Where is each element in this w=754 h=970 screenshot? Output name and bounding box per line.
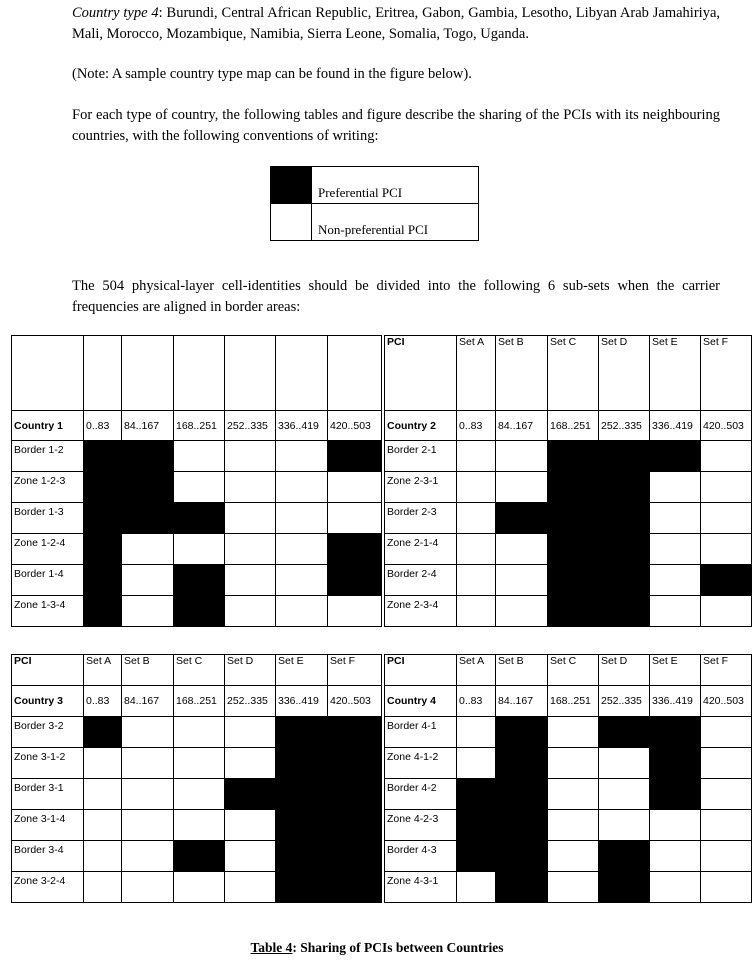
row-label-cell: Border 3-2 bbox=[12, 717, 84, 748]
non-preferential-pci-cell bbox=[650, 472, 701, 503]
non-preferential-pci-cell bbox=[650, 565, 701, 596]
non-preferential-pci-cell bbox=[650, 841, 701, 872]
range-header-cell: 0..83 bbox=[84, 411, 122, 441]
row-label-cell: Border 4-2 bbox=[385, 779, 457, 810]
preferential-pci-cell bbox=[599, 596, 650, 627]
set-header-cell: Set E bbox=[650, 655, 701, 686]
non-preferential-pci-cell bbox=[225, 534, 276, 565]
table-row bbox=[385, 472, 752, 503]
non-preferential-pci-cell bbox=[276, 565, 328, 596]
non-preferential-pci-cell bbox=[457, 872, 496, 903]
range-header-cell: 84..167 bbox=[496, 686, 548, 717]
non-preferential-pci-cell bbox=[650, 810, 701, 841]
table-row bbox=[12, 534, 382, 565]
non-preferential-pci-cell bbox=[548, 717, 599, 748]
country-header-cell: Country 1 bbox=[12, 411, 84, 441]
preferential-pci-cell bbox=[548, 534, 599, 565]
set-header-cell: Set D bbox=[225, 655, 276, 686]
preferential-pci-cell bbox=[457, 810, 496, 841]
non-preferential-pci-cell bbox=[174, 534, 225, 565]
preferential-label: Preferential PCI bbox=[312, 167, 479, 204]
table-row bbox=[12, 441, 382, 472]
preferential-pci-cell bbox=[650, 441, 701, 472]
preferential-pci-cell bbox=[276, 810, 328, 841]
country-type-4-paragraph bbox=[72, 3, 720, 45]
preferential-pci-cell bbox=[84, 534, 122, 565]
non-preferential-pci-cell bbox=[599, 810, 650, 841]
set-header-cell: Set B bbox=[122, 655, 174, 686]
non-preferential-pci-cell bbox=[225, 717, 276, 748]
non-preferential-pci-cell bbox=[701, 717, 752, 748]
preferential-pci-cell bbox=[84, 717, 122, 748]
set-header-cell: Set A bbox=[457, 336, 496, 411]
preferential-pci-cell bbox=[225, 779, 276, 810]
range-header-cell: 420..503 bbox=[701, 686, 752, 717]
non-preferential-pci-cell bbox=[457, 565, 496, 596]
preferential-pci-cell bbox=[496, 748, 548, 779]
non-preferential-pci-cell bbox=[225, 872, 276, 903]
set-header-cell: Set B bbox=[496, 336, 548, 411]
table-row bbox=[385, 596, 752, 627]
sharing-paragraph: For each type of country, the following tables and figure describe the sharing of the PCIs with its neighbouring countries, with the following conventions of writing: bbox=[72, 107, 720, 144]
preferential-pci-cell bbox=[650, 748, 701, 779]
preferential-pci-cell bbox=[84, 472, 122, 503]
preferential-pci-cell bbox=[328, 748, 382, 779]
preferential-pci-cell bbox=[548, 503, 599, 534]
preferential-pci-cell bbox=[701, 565, 752, 596]
non-preferential-pci-cell bbox=[701, 534, 752, 565]
preferential-pci-cell bbox=[496, 810, 548, 841]
non-preferential-pci-cell bbox=[84, 872, 122, 903]
row-label-cell: Zone 4-2-3 bbox=[385, 810, 457, 841]
preferential-pci-cell bbox=[328, 534, 382, 565]
non-preferential-pci-cell bbox=[174, 872, 225, 903]
set-header-cell: Set E bbox=[650, 336, 701, 411]
range-header-cell: 336..419 bbox=[276, 411, 328, 441]
non-preferential-label: Non-preferential PCI bbox=[312, 204, 479, 241]
non-preferential-pci-cell bbox=[84, 748, 122, 779]
legend-table bbox=[270, 166, 479, 241]
preferential-pci-cell bbox=[599, 565, 650, 596]
set-header-cell: Set B bbox=[496, 655, 548, 686]
set-header-cell bbox=[276, 336, 328, 411]
range-header-cell: 84..167 bbox=[496, 411, 548, 441]
non-preferential-pci-cell bbox=[225, 441, 276, 472]
preferential-pci-cell bbox=[174, 841, 225, 872]
non-preferential-pci-cell bbox=[122, 534, 174, 565]
row-label-cell: Zone 3-1-4 bbox=[12, 810, 84, 841]
range-header-cell: 84..167 bbox=[122, 686, 174, 717]
row-label-cell: Zone 4-1-2 bbox=[385, 748, 457, 779]
non-preferential-pci-cell bbox=[276, 596, 328, 627]
table-row bbox=[385, 872, 752, 903]
preferential-pci-cell bbox=[328, 441, 382, 472]
range-header-cell: 0..83 bbox=[457, 686, 496, 717]
non-preferential-pci-cell bbox=[122, 779, 174, 810]
row-label-cell: Border 4-1 bbox=[385, 717, 457, 748]
preferential-pci-cell bbox=[174, 596, 225, 627]
row-label-cell: Zone 2-3-4 bbox=[385, 596, 457, 627]
non-preferential-pci-cell bbox=[328, 472, 382, 503]
preferential-pci-cell bbox=[328, 779, 382, 810]
preferential-pci-cell bbox=[599, 441, 650, 472]
set-header-cell: Set A bbox=[457, 655, 496, 686]
non-preferential-pci-cell bbox=[701, 503, 752, 534]
row-label-cell: Border 4-3 bbox=[385, 841, 457, 872]
non-preferential-pci-cell bbox=[225, 596, 276, 627]
row-label-cell: Border 2-3 bbox=[385, 503, 457, 534]
caption-prefix: Table 4 bbox=[250, 940, 293, 955]
non-preferential-pci-cell bbox=[650, 872, 701, 903]
range-header-cell: 252..335 bbox=[225, 411, 276, 441]
preferential-pci-cell bbox=[276, 717, 328, 748]
pci-header-cell: PCI bbox=[385, 336, 457, 411]
non-preferential-pci-cell bbox=[84, 810, 122, 841]
row-label-cell: Border 3-4 bbox=[12, 841, 84, 872]
table-row bbox=[12, 503, 382, 534]
table-row bbox=[385, 810, 752, 841]
non-preferential-pci-cell bbox=[548, 841, 599, 872]
preferential-pci-cell bbox=[599, 872, 650, 903]
non-preferential-pci-cell bbox=[225, 503, 276, 534]
row-label-cell: Zone 4-3-1 bbox=[385, 872, 457, 903]
preferential-swatch bbox=[271, 167, 312, 204]
non-preferential-pci-cell bbox=[548, 872, 599, 903]
table-row bbox=[12, 596, 382, 627]
preferential-pci-cell bbox=[122, 503, 174, 534]
preferential-pci-cell bbox=[84, 441, 122, 472]
non-preferential-pci-cell bbox=[650, 534, 701, 565]
set-header-cell bbox=[84, 336, 122, 411]
preferential-pci-cell bbox=[650, 779, 701, 810]
table-row bbox=[385, 748, 752, 779]
row-label-cell: Border 3-1 bbox=[12, 779, 84, 810]
non-preferential-pci-cell bbox=[276, 472, 328, 503]
table-row bbox=[12, 810, 382, 841]
set-header-cell bbox=[225, 336, 276, 411]
non-preferential-pci-cell bbox=[496, 565, 548, 596]
non-preferential-pci-cell bbox=[174, 810, 225, 841]
row-label-cell: Zone 3-2-4 bbox=[12, 872, 84, 903]
preferential-pci-cell bbox=[496, 872, 548, 903]
preferential-pci-cell bbox=[174, 565, 225, 596]
range-header-cell: 84..167 bbox=[122, 411, 174, 441]
country-type-list: : Burundi, Central African Republic, Eritrea, Gabon, Gambia, Lesotho, Libyan Arab Jamahiriya, Mali, Morocco, Mozambique, Namibia, Sierra Leone, Somalia, Togo, Uganda. bbox=[72, 5, 721, 42]
caption-text: : Sharing of PCIs between Countries bbox=[292, 940, 504, 955]
preferential-pci-cell bbox=[496, 841, 548, 872]
non-preferential-pci-cell bbox=[650, 596, 701, 627]
row-label-cell: Zone 1-2-4 bbox=[12, 534, 84, 565]
non-preferential-pci-cell bbox=[328, 596, 382, 627]
non-preferential-pci-cell bbox=[122, 717, 174, 748]
preferential-pci-cell bbox=[457, 779, 496, 810]
non-preferential-pci-cell bbox=[457, 503, 496, 534]
non-preferential-pci-cell bbox=[496, 441, 548, 472]
country-type-label: Country type 4 bbox=[72, 5, 159, 21]
non-preferential-pci-cell bbox=[457, 596, 496, 627]
pci-header-cell bbox=[12, 336, 84, 411]
non-preferential-pci-cell bbox=[701, 779, 752, 810]
table-row bbox=[385, 441, 752, 472]
preferential-pci-cell bbox=[276, 872, 328, 903]
non-preferential-pci-cell bbox=[457, 472, 496, 503]
preferential-pci-cell bbox=[457, 841, 496, 872]
non-preferential-pci-cell bbox=[225, 472, 276, 503]
preferential-pci-cell bbox=[496, 503, 548, 534]
set-header-cell: Set F bbox=[701, 655, 752, 686]
set-header-cell: Set E bbox=[276, 655, 328, 686]
non-preferential-pci-cell bbox=[122, 748, 174, 779]
table-row bbox=[12, 779, 382, 810]
preferential-pci-cell bbox=[276, 779, 328, 810]
range-header-cell: 252..335 bbox=[225, 686, 276, 717]
table-row bbox=[12, 565, 382, 596]
non-preferential-pci-cell bbox=[599, 748, 650, 779]
preferential-pci-cell bbox=[548, 565, 599, 596]
non-preferential-pci-cell bbox=[225, 565, 276, 596]
preferential-pci-cell bbox=[599, 503, 650, 534]
table-caption bbox=[0, 940, 754, 956]
set-header-cell: Set F bbox=[701, 336, 752, 411]
note-paragraph: (Note: A sample country type map can be found in the figure below). bbox=[72, 66, 472, 82]
non-preferential-pci-cell bbox=[225, 748, 276, 779]
row-label-cell: Border 2-4 bbox=[385, 565, 457, 596]
non-preferential-swatch bbox=[271, 204, 312, 241]
non-preferential-pci-cell bbox=[225, 841, 276, 872]
table-row bbox=[385, 503, 752, 534]
pci-header-cell: PCI bbox=[385, 655, 457, 686]
non-preferential-pci-cell bbox=[599, 779, 650, 810]
range-header-cell: 252..335 bbox=[599, 411, 650, 441]
table-row bbox=[12, 472, 382, 503]
non-preferential-pci-cell bbox=[174, 779, 225, 810]
set-header-cell bbox=[328, 336, 382, 411]
non-preferential-pci-cell bbox=[276, 534, 328, 565]
country-header-cell: Country 4 bbox=[385, 686, 457, 717]
preferential-pci-cell bbox=[496, 717, 548, 748]
preferential-pci-cell bbox=[599, 717, 650, 748]
preferential-pci-cell bbox=[276, 841, 328, 872]
table-row bbox=[385, 779, 752, 810]
non-preferential-pci-cell bbox=[496, 596, 548, 627]
preferential-pci-cell bbox=[328, 565, 382, 596]
set-header-cell: Set D bbox=[599, 336, 650, 411]
non-preferential-pci-cell bbox=[225, 810, 276, 841]
non-preferential-pci-cell bbox=[701, 596, 752, 627]
non-preferential-pci-cell bbox=[496, 534, 548, 565]
row-label-cell: Zone 2-1-4 bbox=[385, 534, 457, 565]
non-preferential-pci-cell bbox=[174, 441, 225, 472]
preferential-pci-cell bbox=[599, 841, 650, 872]
row-label-cell: Border 1-2 bbox=[12, 441, 84, 472]
row-label-cell: Zone 2-3-1 bbox=[385, 472, 457, 503]
table-row bbox=[385, 565, 752, 596]
table-row bbox=[385, 534, 752, 565]
non-preferential-pci-cell bbox=[122, 810, 174, 841]
range-header-cell: 168..251 bbox=[548, 686, 599, 717]
non-preferential-pci-cell bbox=[548, 810, 599, 841]
non-preferential-pci-cell bbox=[84, 779, 122, 810]
non-preferential-pci-cell bbox=[457, 717, 496, 748]
non-preferential-pci-cell bbox=[328, 503, 382, 534]
non-preferential-pci-cell bbox=[84, 841, 122, 872]
non-preferential-pci-cell bbox=[174, 748, 225, 779]
range-header-cell: 168..251 bbox=[174, 686, 225, 717]
non-preferential-pci-cell bbox=[276, 503, 328, 534]
pci-table-country-1 bbox=[11, 335, 382, 627]
preferential-pci-cell bbox=[599, 472, 650, 503]
range-header-cell: 420..503 bbox=[328, 411, 382, 441]
range-header-cell: 420..503 bbox=[328, 686, 382, 717]
preferential-pci-cell bbox=[122, 441, 174, 472]
preferential-pci-cell bbox=[328, 810, 382, 841]
set-header-cell: Set F bbox=[328, 655, 382, 686]
preferential-pci-cell bbox=[548, 441, 599, 472]
preferential-pci-cell bbox=[548, 596, 599, 627]
non-preferential-pci-cell bbox=[548, 748, 599, 779]
row-label-cell: Zone 1-2-3 bbox=[12, 472, 84, 503]
preferential-pci-cell bbox=[328, 841, 382, 872]
row-label-cell: Zone 3-1-2 bbox=[12, 748, 84, 779]
non-preferential-pci-cell bbox=[701, 841, 752, 872]
preferential-pci-cell bbox=[84, 596, 122, 627]
non-preferential-pci-cell bbox=[457, 534, 496, 565]
non-preferential-pci-cell bbox=[457, 441, 496, 472]
non-preferential-pci-cell bbox=[701, 810, 752, 841]
range-header-cell: 252..335 bbox=[599, 686, 650, 717]
preferential-pci-cell bbox=[328, 717, 382, 748]
row-label-cell: Zone 1-3-4 bbox=[12, 596, 84, 627]
pci-table-country-4 bbox=[384, 654, 752, 903]
non-preferential-pci-cell bbox=[174, 472, 225, 503]
range-header-cell: 336..419 bbox=[276, 686, 328, 717]
preferential-pci-cell bbox=[174, 503, 225, 534]
country-header-cell: Country 3 bbox=[12, 686, 84, 717]
table-row bbox=[12, 841, 382, 872]
preferential-pci-cell bbox=[650, 717, 701, 748]
set-header-cell: Set A bbox=[84, 655, 122, 686]
country-header-cell: Country 2 bbox=[385, 411, 457, 441]
non-preferential-pci-cell bbox=[457, 748, 496, 779]
range-header-cell: 336..419 bbox=[650, 411, 701, 441]
non-preferential-pci-cell bbox=[122, 565, 174, 596]
set-header-cell bbox=[122, 336, 174, 411]
range-header-cell: 168..251 bbox=[174, 411, 225, 441]
row-label-cell: Border 2-1 bbox=[385, 441, 457, 472]
table-row bbox=[385, 841, 752, 872]
range-header-cell: 168..251 bbox=[548, 411, 599, 441]
set-header-cell: Set C bbox=[548, 655, 599, 686]
pci-table-country-2 bbox=[384, 335, 752, 627]
row-label-cell: Border 1-4 bbox=[12, 565, 84, 596]
non-preferential-pci-cell bbox=[496, 472, 548, 503]
non-preferential-pci-cell bbox=[174, 717, 225, 748]
preferential-pci-cell bbox=[84, 565, 122, 596]
table-row bbox=[12, 748, 382, 779]
preferential-pci-cell bbox=[122, 472, 174, 503]
non-preferential-pci-cell bbox=[548, 779, 599, 810]
non-preferential-pci-cell bbox=[701, 748, 752, 779]
preferential-pci-cell bbox=[84, 503, 122, 534]
non-preferential-pci-cell bbox=[122, 872, 174, 903]
non-preferential-pci-cell bbox=[122, 596, 174, 627]
non-preferential-pci-cell bbox=[701, 441, 752, 472]
division-paragraph: The 504 physical-layer cell-identities should be divided into the following 6 sub-sets when the carrier frequencies are aligned in border areas: bbox=[72, 278, 720, 315]
range-header-cell: 336..419 bbox=[650, 686, 701, 717]
preferential-pci-cell bbox=[548, 472, 599, 503]
preferential-pci-cell bbox=[496, 779, 548, 810]
pci-header-cell: PCI bbox=[12, 655, 84, 686]
preferential-pci-cell bbox=[276, 748, 328, 779]
set-header-cell: Set C bbox=[548, 336, 599, 411]
non-preferential-pci-cell bbox=[650, 503, 701, 534]
non-preferential-pci-cell bbox=[276, 441, 328, 472]
pci-table-country-3 bbox=[11, 654, 382, 903]
set-header-cell bbox=[174, 336, 225, 411]
range-header-cell: 0..83 bbox=[457, 411, 496, 441]
row-label-cell: Border 1-3 bbox=[12, 503, 84, 534]
non-preferential-pci-cell bbox=[701, 872, 752, 903]
table-row bbox=[12, 872, 382, 903]
set-header-cell: Set D bbox=[599, 655, 650, 686]
non-preferential-pci-cell bbox=[122, 841, 174, 872]
preferential-pci-cell bbox=[599, 534, 650, 565]
range-header-cell: 420..503 bbox=[701, 411, 752, 441]
preferential-pci-cell bbox=[328, 872, 382, 903]
set-header-cell: Set C bbox=[174, 655, 225, 686]
table-row bbox=[12, 717, 382, 748]
table-row bbox=[385, 717, 752, 748]
non-preferential-pci-cell bbox=[701, 472, 752, 503]
range-header-cell: 0..83 bbox=[84, 686, 122, 717]
